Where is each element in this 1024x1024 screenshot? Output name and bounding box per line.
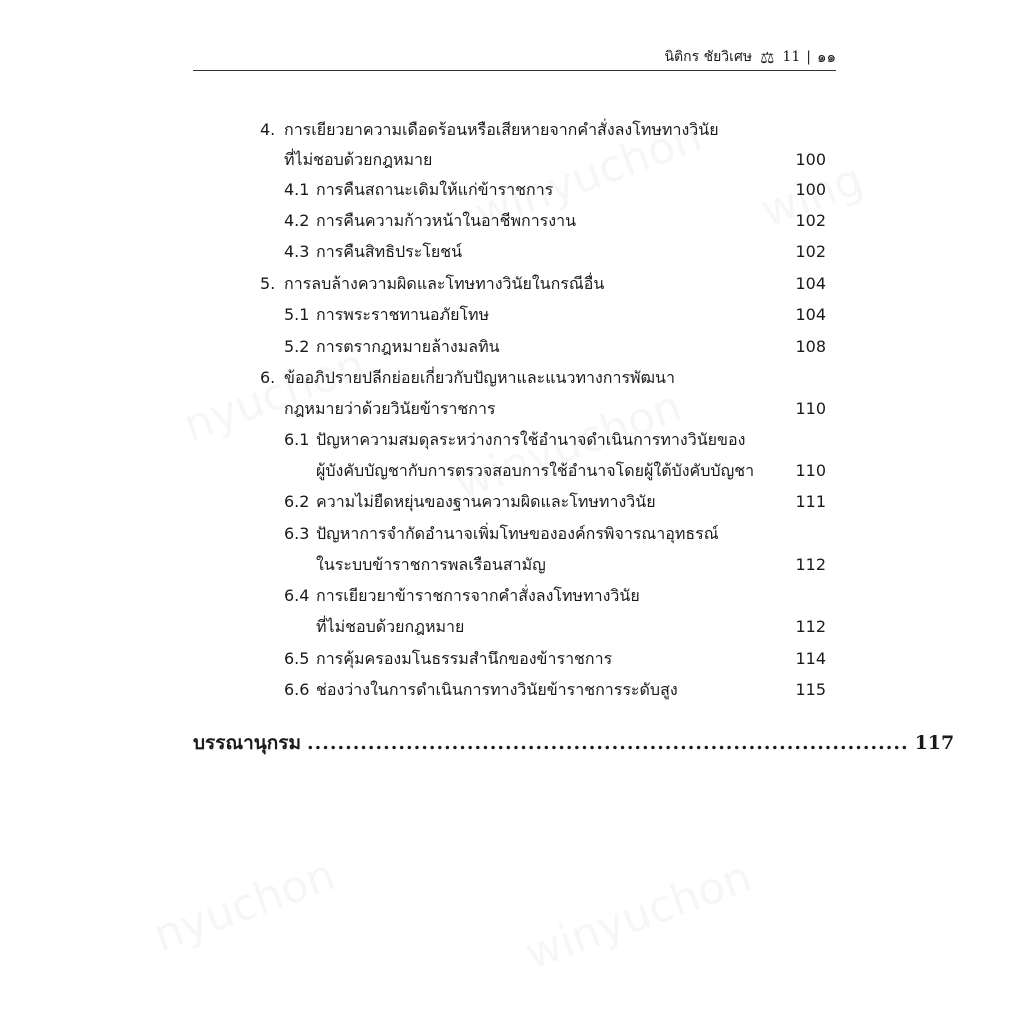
toc-title: ช่องว่างในการดำเนินการทางวินัยข้าราชการระดับสูง: [316, 680, 678, 699]
toc-entry: [0, 301, 1024, 329]
toc-title: การลบล้างความผิดและโทษทางวินัยในกรณีอื่น: [284, 274, 605, 293]
toc-page: 110: [795, 399, 826, 418]
toc-number: 6.6: [284, 680, 310, 699]
toc-title: การพระราชทานอภัยโทษ: [316, 305, 490, 324]
toc-title: การคืนความก้าวหน้าในอาชีพการงาน: [316, 211, 576, 230]
toc-page: 115: [795, 680, 826, 699]
toc-entry: [0, 426, 1024, 454]
toc-entry: [0, 676, 1024, 704]
toc-entry: [0, 395, 1024, 423]
toc-entry: [0, 645, 1024, 673]
toc-number: 6.5: [284, 649, 310, 668]
toc-entry: [0, 520, 1024, 548]
toc-title: ที่ไม่ชอบด้วยกฎหมาย: [316, 617, 465, 636]
toc-page: 110: [795, 461, 826, 480]
toc-entry: [0, 457, 1024, 485]
toc-title: การคุ้มครองมโนธรรมสำนึกของข้าราชการ: [316, 649, 613, 668]
toc-title: การเยียวยาข้าราชการจากคำสั่งลงโทษทางวินัย: [316, 586, 640, 605]
page-number-arabic: 11: [782, 49, 801, 65]
toc-entry: [0, 613, 1024, 641]
bibliography-label: บรรณานุกรม: [193, 732, 301, 754]
toc-title: การเยียวยาความเดือดร้อนหรือเสียหายจากคำสั่งลงโทษทางวินัย: [284, 120, 719, 139]
toc-title: การคืนสิทธิประโยชน์: [316, 242, 463, 261]
toc-page: 102: [795, 242, 826, 261]
toc-entry: [0, 551, 1024, 579]
page-number-thai: ๑๑: [816, 48, 836, 66]
watermark: [518, 851, 758, 980]
toc-number: 6.4: [284, 586, 310, 605]
toc-page: 112: [795, 617, 826, 636]
toc-title: ผู้บังคับบัญชากับการตรวจสอบการใช้อำนาจโดยผู้ใต้บังคับบัญชา: [316, 461, 755, 480]
toc-number: 5.: [260, 274, 276, 293]
toc-entry: [0, 146, 1024, 174]
toc-page: 104: [795, 305, 826, 324]
toc-number: 4.: [260, 120, 276, 139]
toc-page: 111: [795, 492, 826, 511]
toc-entry: [0, 116, 1024, 144]
toc-number: 4.3: [284, 242, 310, 261]
page-header: [193, 44, 836, 71]
toc-page: 104: [795, 274, 826, 293]
toc-page: 102: [795, 211, 826, 230]
toc-entry: [0, 582, 1024, 610]
toc-entry: [0, 488, 1024, 516]
dot-leader: ...............................................................................: [307, 732, 909, 754]
toc-number: 6.: [260, 368, 276, 387]
toc-number: 5.2: [284, 337, 310, 356]
toc-number: 6.1: [284, 430, 310, 449]
bibliography-entry: [193, 728, 955, 758]
toc-title: ที่ไม่ชอบด้วยกฎหมาย: [284, 150, 433, 169]
toc-entry: [0, 270, 1024, 298]
toc-number: 4.1: [284, 180, 310, 199]
toc-page: 114: [795, 649, 826, 668]
bibliography-page: 117: [914, 732, 955, 754]
toc-title: ในระบบข้าราชการพลเรือนสามัญ: [316, 555, 546, 574]
toc-entry: [0, 238, 1024, 266]
toc-number: 4.2: [284, 211, 310, 230]
toc-title: ปัญหาความสมดุลระหว่างการใช้อำนาจดำเนินการทางวินัยของ: [316, 430, 746, 449]
toc-entry: [0, 176, 1024, 204]
toc-title: การคืนสถานะเดิมให้แก่ข้าราชการ: [316, 180, 554, 199]
toc-page: 100: [795, 150, 826, 169]
toc-title: ข้ออภิปรายปลีกย่อยเกี่ยวกับปัญหาและแนวทางการพัฒนา: [284, 368, 675, 387]
toc-title: กฎหมายว่าด้วยวินัยข้าราชการ: [284, 399, 496, 418]
toc-page: 108: [795, 337, 826, 356]
watermark: [147, 849, 342, 961]
toc-entry: [0, 333, 1024, 361]
header-separator: |: [806, 49, 811, 65]
toc-page: 100: [795, 180, 826, 199]
scales-of-justice-icon: ⚖: [760, 47, 775, 67]
toc-title: การตรากฎหมายล้างมลทิน: [316, 337, 500, 356]
toc-number: 6.3: [284, 524, 310, 543]
toc-number: 5.1: [284, 305, 310, 324]
toc-page: 112: [795, 555, 826, 574]
toc-entry: [0, 207, 1024, 235]
toc-title: ความไม่ยืดหยุ่นของฐานความผิดและโทษทางวินัย: [316, 492, 656, 511]
author-name: นิติกร ชัยวิเศษ: [664, 49, 753, 65]
toc-title: ปัญหาการจำกัดอำนาจเพิ่มโทษขององค์กรพิจารณาอุทธรณ์: [316, 524, 719, 543]
toc-entry: [0, 364, 1024, 392]
toc-number: 6.2: [284, 492, 310, 511]
